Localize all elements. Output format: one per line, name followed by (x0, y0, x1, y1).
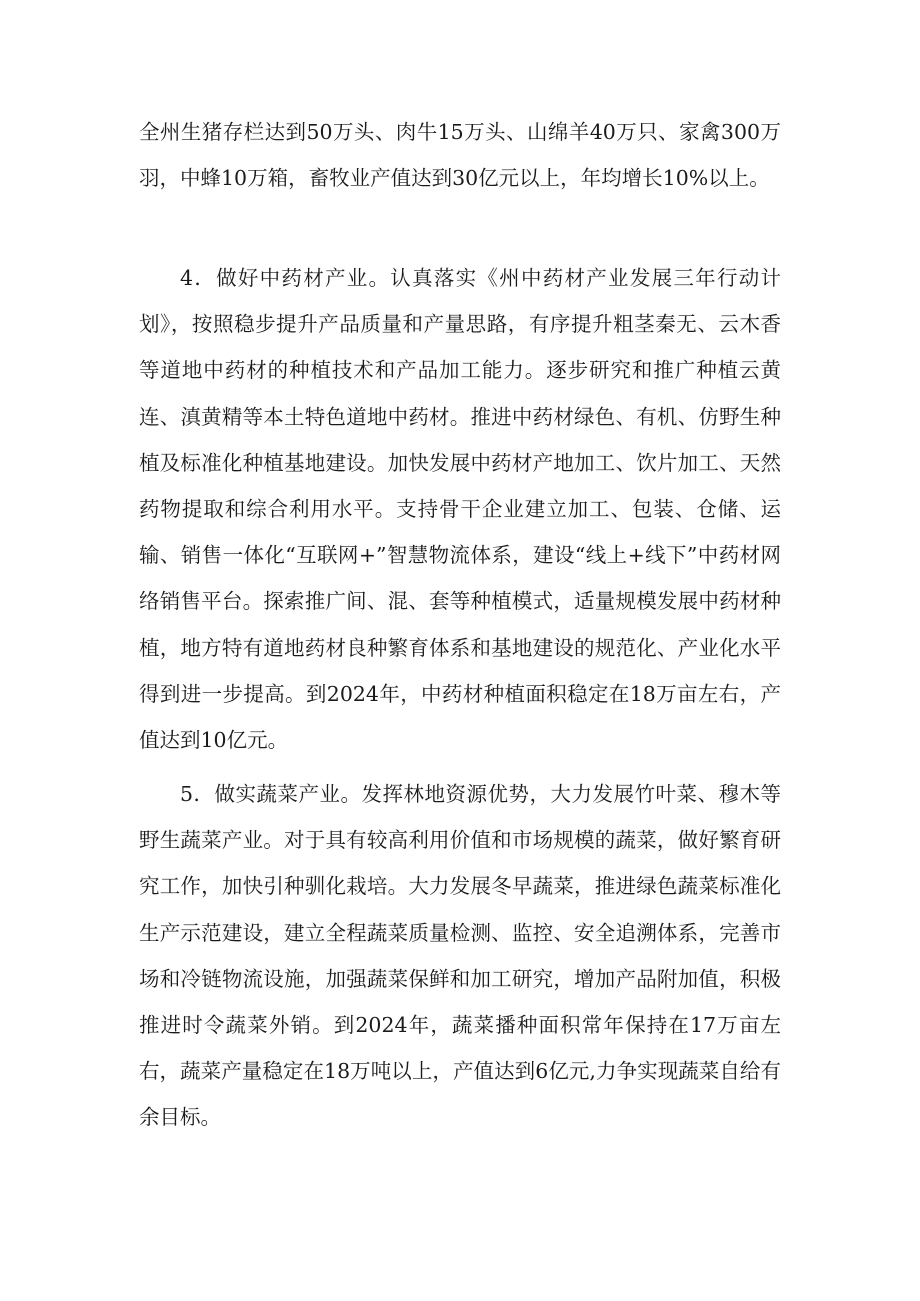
paragraph-vegetables: 5．做实蔬菜产业。发挥林地资源优势，大力发展竹叶菜、穆木等野生蔬菜产业。对于具有较高利用价值和市场规模的蔬菜，做好繁育研究工作，加快引种驯化栽培。大力发展冬早蔬菜，推进绿色蔬菜标准化生产示范建设，建立全程蔬菜质量检测、监控、安全追溯体系，完善市场和冷链物流设施，加强蔬菜保鲜和加工研究，增加产品附加值，积极推进时令蔬菜外销。到2024年，蔬菜播种面积常年保持在17万亩左右，蔬菜产量稳定在18万吨以上，产值达到6亿元,力争实现蔬菜自给有余目标。 (139, 782, 781, 1130)
paragraph-livestock: 全州生猪存栏达到50万头、肉牛15万头、山绵羊40万只、家禽300万羽，中蜂10万箱，畜牧业产值达到30亿元以上，年均增长10%以上。 (139, 120, 781, 191)
paragraph-medicinal-herbs: 4．做好中药材产业。认真落实《州中药材产业发展三年行动计划》，按照稳步提升产品质量和产量思路，有序提升粗茎秦无、云木香等道地中药材的种植技术和产品加工能力。逐步研究和推广种植云黄连、滇黄精等本土特色道地中药材。推进中药材绿色、有机、仿野生种植及标准化种植基地建设。加快发展中药材产地加工、饮片加工、天然药物提取和综合利用水平。支持骨干企业建立加工、包装、仓储、运输、销售一体化“互联网+”智慧物流体系，建设“线上+线下”中药材网络销售平台。探索推广间、混、套等种植模式，适量规模发展中药材种植，地方特有道地药材良种繁育体系和基地建设的规范化、产业化水平得到进一步提高。到2024年，中药材种植面积稳定在18万亩左右，产值达到10亿元。 (139, 266, 781, 753)
